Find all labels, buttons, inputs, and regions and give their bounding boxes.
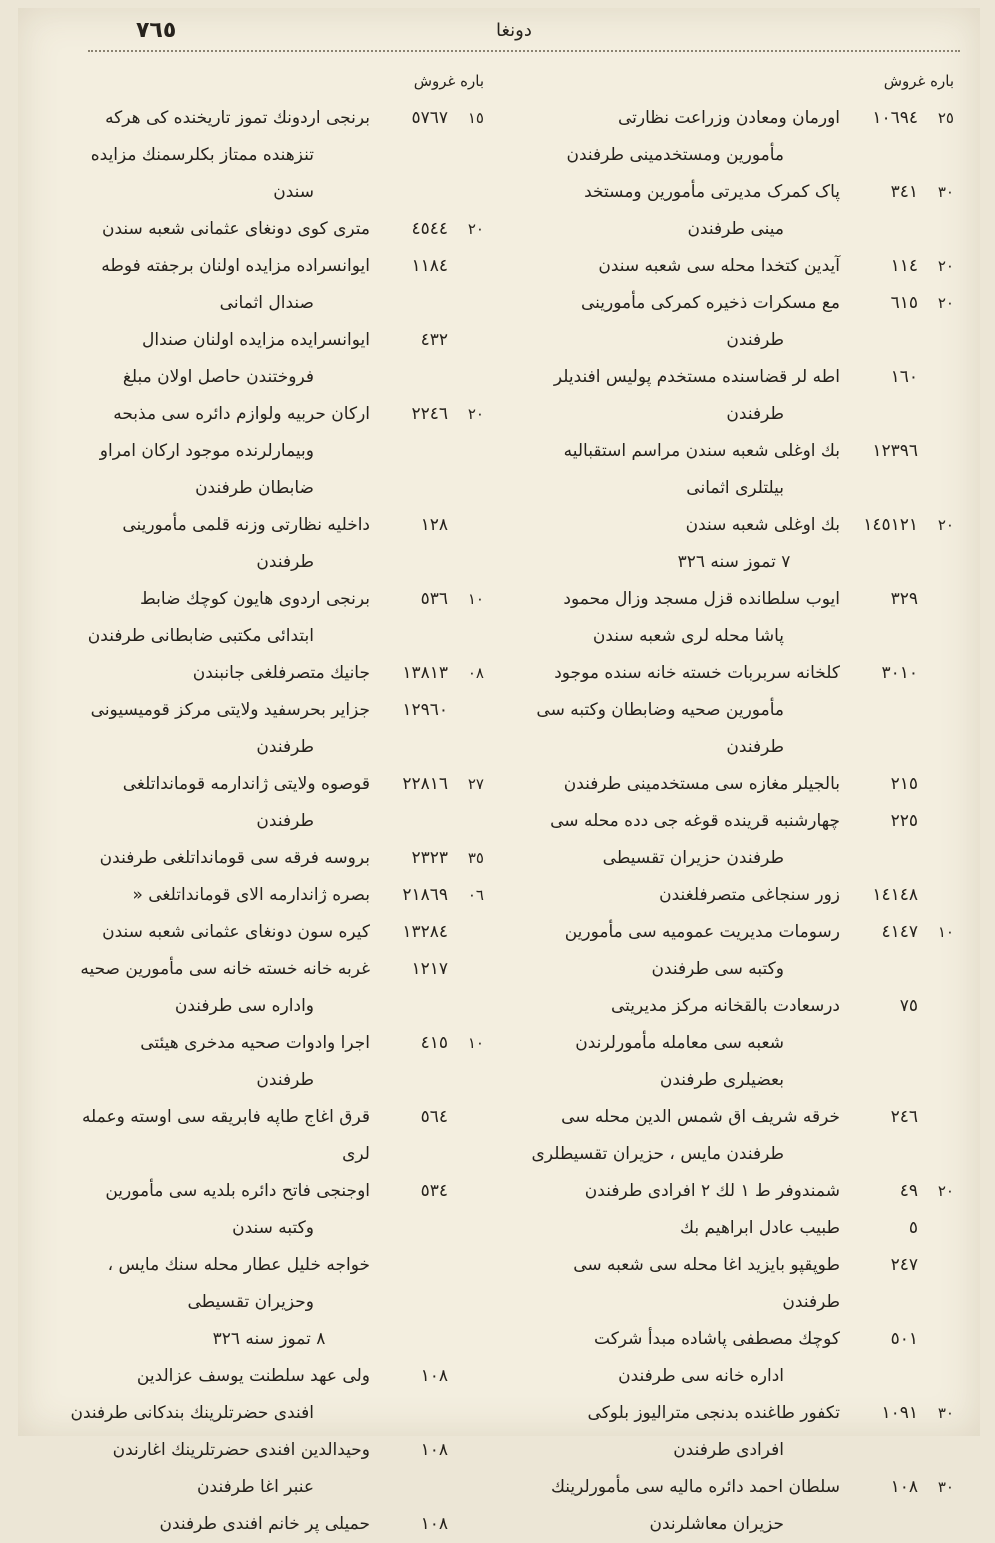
entry-description xyxy=(514,507,840,544)
entry-description xyxy=(54,248,370,322)
para-amount: ٠٦ xyxy=(467,886,484,904)
description-line: قرق اغاج طاپه فابریقه سی اوسته وعمله لری xyxy=(81,1107,370,1164)
ghurush-amount: ٤١٥ xyxy=(420,1033,448,1053)
entry-description xyxy=(54,322,370,396)
description-line: ایوب سلطانده قزل مسجد وزال محمود xyxy=(563,589,840,609)
entry-description xyxy=(54,1506,370,1543)
ghurush-amount: ٤١٤٧ xyxy=(881,922,918,942)
description-line: ارکان حربیه ولوازم دائره سی مذبحه xyxy=(113,404,370,424)
ledger-entry xyxy=(514,433,954,507)
entry-description xyxy=(54,100,370,211)
ledger-entry xyxy=(54,322,484,396)
ledger-entry xyxy=(514,1210,954,1247)
entry-description xyxy=(54,1025,370,1099)
column-heading: باره غروش xyxy=(413,72,484,90)
ghurush-amount: ١٠٨ xyxy=(420,1514,448,1534)
para-amount: ٢٠ xyxy=(937,516,954,534)
entry-description xyxy=(514,1469,840,1543)
description-line: افرادی طرفندن xyxy=(673,1440,784,1460)
para-amount: ٢٠ xyxy=(937,294,954,312)
right-column xyxy=(514,72,954,1543)
ledger-entry xyxy=(514,803,954,877)
ghurush-amount: ١٣٨١٣ xyxy=(402,663,448,683)
description-line: جانیك متصرفلغی جانبندن xyxy=(192,663,370,683)
para-amount: ٢٠ xyxy=(467,405,484,423)
left-column xyxy=(54,72,484,1543)
description-line: افندی حضرتلرینك بندکانی طرفندن xyxy=(70,1403,314,1423)
description-line: طرفندن xyxy=(256,737,314,757)
ledger-entry xyxy=(514,655,954,766)
description-line: چهارشنبه قرینده قوغه جی دده محله سی xyxy=(550,811,840,831)
para-amount: ٣٥ xyxy=(467,849,484,867)
ledger-entry xyxy=(54,100,484,211)
para-amount: ٣٠ xyxy=(937,1404,954,1422)
ledger-entry xyxy=(514,100,954,174)
document-page xyxy=(18,8,980,1534)
ghurush-amount: ١٤١٤٨ xyxy=(872,885,918,905)
description-line: ابتدائی مکتبی ضابطانی طرفندن xyxy=(87,626,314,646)
description-line: فروختندن حاصل اولان مبلغ xyxy=(122,367,314,387)
ghurush-amount: ٢٢٥ xyxy=(890,811,918,831)
ledger-entry xyxy=(514,766,954,803)
ghurush-amount: ٣٠١٠ xyxy=(881,663,918,683)
description-line: طرفندن xyxy=(726,404,784,424)
ghurush-amount: ٥٣٤ xyxy=(420,1181,448,1201)
description-line: طرفندن xyxy=(256,811,314,831)
description-line: خرقه شریف اق شمس الدین محله سی xyxy=(561,1107,840,1127)
description-line: ایوانسرایده مزایده اولنان صندال xyxy=(142,330,370,350)
ledger-entry xyxy=(514,248,954,285)
ghurush-amount: ١٦٠ xyxy=(890,367,918,387)
ledger-entry xyxy=(54,692,484,766)
entry-description xyxy=(514,1247,840,1321)
entry-description xyxy=(514,877,840,914)
ledger-rows xyxy=(514,100,954,1543)
ghurush-amount: ١٢١٧ xyxy=(411,959,448,979)
ledger-rows xyxy=(54,100,484,1543)
column-heading: باره غروش xyxy=(883,72,954,90)
description-line: طرفندن xyxy=(256,552,314,572)
description-line: زور سنجاغی متصرفلغندن xyxy=(659,885,840,905)
ledger-entry xyxy=(514,1247,954,1321)
description-line: مع مسکرات ذخیره کمرکی مأمورینی xyxy=(580,293,840,313)
entry-description xyxy=(514,248,840,285)
para-amount: ٢٠ xyxy=(467,220,484,238)
entry-description xyxy=(514,433,840,507)
ledger-entry xyxy=(514,285,954,359)
entry-description xyxy=(514,100,840,174)
description-line: اداره خانه سی طرفندن xyxy=(618,1366,784,1386)
description-line: وکتبه سی طرفندن xyxy=(651,959,784,979)
page-header xyxy=(18,8,980,46)
para-amount: ٢٠ xyxy=(937,1182,954,1200)
entry-description xyxy=(54,507,370,581)
running-title: دونغا xyxy=(496,20,532,41)
description-line: وحیدالدین افندی حضرتلرینك اغارندن xyxy=(112,1440,370,1460)
ledger-entry xyxy=(54,951,484,1025)
ghurush-amount: ٢٤٧ xyxy=(890,1255,918,1275)
description-line: ولی عهد سلطنت یوسف عزالدین xyxy=(136,1366,370,1386)
ghurush-amount: ٢٢٨١٦ xyxy=(402,774,448,794)
para-amount: ٣٠ xyxy=(937,1478,954,1496)
ghurush-amount: ١٠٨ xyxy=(420,1440,448,1460)
description-line: بروسه فرقه سی قومانداتلغی طرفندن xyxy=(99,848,370,868)
ledger-entry xyxy=(514,544,954,581)
entry-description xyxy=(54,692,370,766)
ledger-entry xyxy=(54,1321,484,1358)
entry-description xyxy=(514,1173,840,1210)
entry-description xyxy=(514,1395,840,1469)
description-line: شمندوفر ط ١ لك ٢ افرادی طرفندن xyxy=(584,1181,840,1201)
ghurush-amount: ٤٣٢ xyxy=(420,330,448,350)
entry-description xyxy=(54,581,370,655)
ledger-entry xyxy=(54,877,484,914)
ledger-entry xyxy=(54,248,484,322)
ghurush-amount: ٥٣٦ xyxy=(420,589,448,609)
description-line: بك اوغلی شعبه سندن xyxy=(685,515,840,535)
description-line: طرفندن مایس ، حزیران تقسیطلری xyxy=(531,1144,784,1164)
ledger-entry xyxy=(514,174,954,248)
description-line: طوپقپو بایزید اغا محله سی شعبه سی طرفندن xyxy=(573,1255,840,1312)
description-line: اطه لر قضاسنده مستخدم پولیس افندیلر xyxy=(553,367,840,387)
ghurush-amount: ٣٤١ xyxy=(890,182,918,202)
description-line: پاک کمرک مدیرتی مأمورین ومستخد xyxy=(584,182,840,202)
description-line: برنجی اردوی هایون کوچك ضابط xyxy=(140,589,370,609)
description-line: وکتبه سندن xyxy=(232,1218,314,1238)
para-amount: ٢٧ xyxy=(467,775,484,793)
ledger-entry xyxy=(54,1025,484,1099)
description-line: وبیمارلرنده موجود ارکان امراو ضابطان طرفندن xyxy=(99,441,314,498)
description-line: ایوانسراده مزایده اولنان برجفته فوطه xyxy=(101,256,370,276)
entry-description xyxy=(54,840,370,877)
description-line: مأمورین ومستخدمینی طرفندن xyxy=(566,145,784,165)
ledger-entry xyxy=(54,1506,484,1543)
page-number: ٧٦٥ xyxy=(136,18,177,43)
description-line: سلطان احمد دائره مالیه سی مأمورلرینك xyxy=(550,1477,840,1497)
para-amount: ٢٥ xyxy=(937,109,954,127)
ledger-entry xyxy=(514,1321,954,1395)
entry-description xyxy=(514,174,840,248)
entry-description xyxy=(54,1173,370,1247)
ghurush-amount: ٦١٥ xyxy=(890,293,918,313)
entry-description xyxy=(54,396,370,507)
description-line: بصره ژاندارمه الای قومانداتلغی « xyxy=(132,885,370,905)
description-line: تنزهنده ممتاز بکلرسمنك مزایده سندن xyxy=(90,145,314,202)
description-line: طرفندن حزیران تقسیطی xyxy=(602,848,784,868)
description-line: خواجه خلیل عطار محله سنك مایس ، xyxy=(107,1255,370,1275)
ledger-entry xyxy=(514,1173,954,1210)
description-line: داخلیه نظارتی وزنه قلمی مأمورینی xyxy=(122,515,370,535)
ghurush-amount: ١١٤ xyxy=(890,256,918,276)
entry-description xyxy=(54,655,370,692)
ledger-entry xyxy=(54,507,484,581)
description-line: اجرا وادوات صحیه مدخری هیئتی xyxy=(140,1033,370,1053)
ledger-entry xyxy=(54,655,484,692)
description-line: قوصوه ولایتی ژاندارمه قومانداتلغی xyxy=(122,774,370,794)
ghurush-amount: ٥٦٤ xyxy=(420,1107,448,1127)
entry-description xyxy=(514,1321,840,1395)
ledger-entry xyxy=(54,1247,484,1321)
para-amount: ١٠ xyxy=(467,1034,484,1052)
ghurush-amount: ٢١٨٦٩ xyxy=(402,885,448,905)
description-line: اوجنجی فاتح دائره بلدیه سی مأمورین xyxy=(105,1181,370,1201)
entry-description xyxy=(514,803,840,877)
entry-description xyxy=(54,914,370,951)
entry-description xyxy=(514,914,840,988)
description-line: مأمورین صحیه وضابطان وکتبه سی طرفندن xyxy=(536,700,784,757)
description-line: درسعادت بالقخانه مرکز مدیریتی xyxy=(610,996,840,1016)
ghurush-amount: ٤٥٤٤ xyxy=(411,219,448,239)
description-line: بالجیلر مغازه سی مستخدمینی طرفندن xyxy=(563,774,840,794)
ghurush-amount: ٤٩ xyxy=(899,1181,918,1201)
description-line: مینی طرفندن xyxy=(687,219,784,239)
description-line: پاشا محله لری شعبه سندن xyxy=(592,626,784,646)
description-line: متری کوی دونغای عثمانی شعبه سندن xyxy=(102,219,370,239)
description-line: واداره سی طرفندن xyxy=(174,996,314,1016)
header-rule xyxy=(88,50,960,52)
entry-description xyxy=(514,285,840,359)
description-line: آیدین کتخدا محله سی شعبه سندن xyxy=(598,256,840,276)
ghurush-amount: ١١٨٤ xyxy=(411,256,448,276)
ghurush-amount: ١٤٥١٢١ xyxy=(863,515,918,535)
ledger-entry xyxy=(54,1432,484,1506)
ledger-entry xyxy=(54,1099,484,1173)
ghurush-amount: ١٠٨ xyxy=(890,1477,918,1497)
ghurush-amount: ٢٢٤٦ xyxy=(411,404,448,424)
entry-description xyxy=(514,655,840,766)
entry-description xyxy=(514,359,840,433)
ghurush-amount: ١٢٨ xyxy=(420,515,448,535)
description-line: حمیلی پر خانم افندی طرفندن xyxy=(159,1514,370,1534)
description-line: طرفندن xyxy=(256,1070,314,1090)
ledger-entry xyxy=(54,766,484,840)
para-amount: ٣٠ xyxy=(937,183,954,201)
date-line: ٨ تموز سنه ٣٢٦ xyxy=(212,1329,326,1349)
para-amount: ٢٠ xyxy=(937,257,954,275)
ledger-entry xyxy=(514,914,954,988)
description-line: طرفندن xyxy=(726,330,784,350)
ledger-entry xyxy=(54,914,484,951)
ghurush-amount: ١٢٣٩٦ xyxy=(872,441,918,461)
ledger-entry xyxy=(514,1099,954,1173)
description-line: بك اوغلی شعبه سندن مراسم استقباليه xyxy=(563,441,840,461)
ghurush-amount: ٢١٥ xyxy=(890,774,918,794)
description-line: کلخانه سربربات خسته خانه سنده موجود xyxy=(554,663,840,683)
ledger-entry xyxy=(514,359,954,433)
entry-description xyxy=(514,1210,840,1247)
description-line: کیره سون دونغای عثمانی شعبه سندن xyxy=(102,922,370,942)
ghurush-amount: ٥٠١ xyxy=(890,1329,918,1349)
ledger-entry xyxy=(514,1469,954,1543)
entry-description xyxy=(54,951,370,1025)
ledger-entry xyxy=(54,211,484,248)
entry-description xyxy=(514,1099,840,1173)
description-line: رسومات مدیریت عمومیه سی مأمورین xyxy=(564,922,840,942)
ledger-entry xyxy=(514,507,954,544)
description-line: برنجی اردونك تموز تاریخنده کی هرکه xyxy=(105,108,370,128)
description-line: بیلتلری اثمانی xyxy=(686,478,784,498)
ledger-entry xyxy=(54,1358,484,1432)
description-line: وحزیران تقسیطی xyxy=(187,1292,314,1312)
ghurush-amount: ١٠٨ xyxy=(420,1366,448,1386)
entry-description xyxy=(54,766,370,840)
description-line: طبیب عادل ابراهیم بك xyxy=(680,1218,840,1238)
entry-description xyxy=(514,988,840,1099)
entry-description xyxy=(54,1432,370,1506)
ledger-entry xyxy=(514,1395,954,1469)
description-line: اورمان ومعادن وزراعت نظارتی xyxy=(617,108,840,128)
ghurush-amount: ٢٤٦ xyxy=(890,1107,918,1127)
entry-description xyxy=(514,766,840,803)
para-amount: ٠٨ xyxy=(467,664,484,682)
ghurush-amount: ١٣٢٨٤ xyxy=(402,922,448,942)
date-line: ٧ تموز سنه ٣٢٦ xyxy=(677,552,791,572)
description-line: عنبر اغا طرفندن xyxy=(197,1477,314,1497)
entry-description xyxy=(54,1099,370,1173)
description-line: شعبه سی معامله مأمورلرندن بعضیلری طرفندن xyxy=(575,1033,784,1090)
description-line: تکفور طاغنده بدنجی متراليوز بلوکی xyxy=(587,1403,840,1423)
entry-description xyxy=(514,581,840,655)
entry-description xyxy=(54,211,370,248)
ledger-entry xyxy=(514,988,954,1099)
para-amount: ١٥ xyxy=(467,109,484,127)
ghurush-amount: ٥ xyxy=(908,1218,918,1238)
ghurush-amount: ٢٣٢٣ xyxy=(411,848,448,868)
ledger-entry xyxy=(54,396,484,507)
description-line: جزایر بحرسفید ولایتی مرکز قومیسیونی xyxy=(90,700,370,720)
ghurush-amount: ٥٧٦٧ xyxy=(411,108,448,128)
ghurush-amount: ٣٢٩ xyxy=(890,589,918,609)
description-line: کوچك مصطفی پاشاده مبدأ شرکت xyxy=(594,1329,840,1349)
para-amount: ١٠ xyxy=(937,923,954,941)
ghurush-amount: ١٠٩١ xyxy=(881,1403,918,1423)
para-amount: ١٠ xyxy=(467,590,484,608)
ledger-entry xyxy=(514,877,954,914)
entry-description xyxy=(54,877,370,914)
ghurush-amount: ١٢٩٦٠ xyxy=(402,700,448,720)
ledger-entry xyxy=(514,581,954,655)
ledger-entry xyxy=(54,1173,484,1247)
ghurush-amount: ٧٥ xyxy=(899,996,918,1016)
ledger-entry xyxy=(54,581,484,655)
entry-description xyxy=(54,1247,370,1321)
description-line: غربه خانه خسته خانه سی مأمورین صحیه xyxy=(80,959,370,979)
ledger-entry xyxy=(54,840,484,877)
description-line: حزیران معاشلرندن xyxy=(649,1514,784,1534)
entry-description xyxy=(54,1358,370,1432)
ghurush-amount: ١٠٦٩٤ xyxy=(872,108,918,128)
description-line: صندال اثمانی xyxy=(219,293,314,313)
